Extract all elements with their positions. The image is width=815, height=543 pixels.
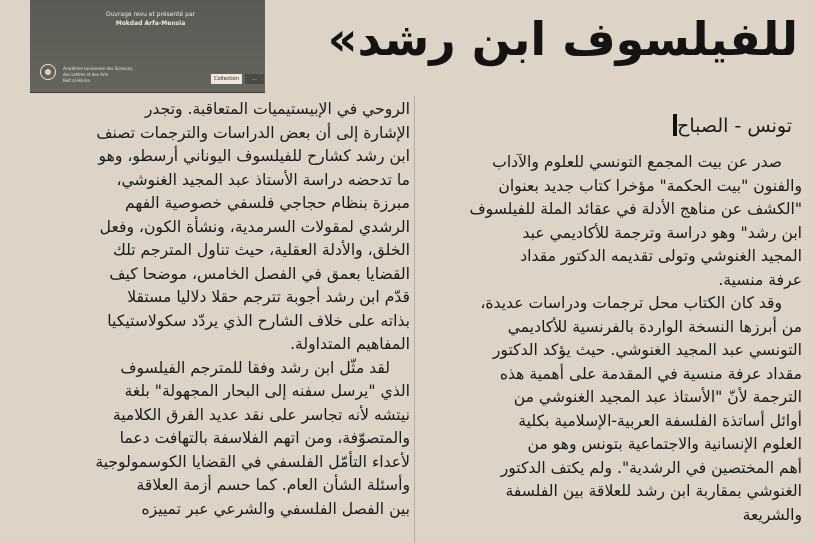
left-line: نيتشه لأنه تجاسر على نقد عديد الفرق الكلامية [112, 405, 410, 424]
cover-collection-label: Collection [211, 74, 242, 84]
article-headline: للفيلسوف ابن رشد» [327, 12, 798, 66]
right-line: مقداد عرفة منسية في المقدمة على أهمية هذه [499, 364, 802, 383]
right-line: والشريعة [742, 505, 802, 524]
cover-author-line: Mokdad Arfa-Mensia [115, 20, 186, 27]
left-line: قدّم ابن رشد أجوبة تترجم حقلا دلاليا مستقلا [127, 288, 410, 306]
book-cover-image [30, 0, 265, 93]
right-line: أهم المختصين في الرشدية". ولم يكتف الدكتور [500, 458, 802, 477]
left-line: ما تدحضه دراسة الأستاذ عبد المجيد الغنوشي، [116, 170, 410, 189]
right-column [412, 151, 802, 527]
cover-presenter-line: Ouvrage revu et présenté par [105, 11, 196, 18]
right-line: من أبرزها النسخة الواردة بالفرنسية للأكاديمي [507, 317, 802, 336]
right-line: المجيد الغنوشي وتولى تقديمه الدكتور مقداد [520, 247, 802, 265]
right-line: العلوم الإنسانية والاجتماعية بتونس وهو من [527, 435, 802, 453]
left-line: الروحي في الإبيستيميات المتعاقبة. وتجدر [144, 100, 410, 118]
right-line: عرفة منسية. [718, 270, 802, 289]
right-line: أوائل أساتذة الفلسفة العربية-الإسلامية بكلية [518, 411, 802, 430]
right-line: وقد كان الكتاب محل ترجمات ودراسات عديدة، [480, 294, 782, 312]
right-line: التونسي عبد المجيد الغنوشي. حيث يؤكد الدكتور [492, 341, 802, 359]
left-line: الخلق، والأدلة العقلية، حيث تناول المترجم تلك [112, 241, 410, 259]
right-line: "الكشف عن مناهج الأدلة في عقائد الملة للفيلسوف [469, 200, 802, 218]
left-line: القضايا بعمق في الفصل الخامس، موضحا كيف [109, 264, 410, 283]
left-line: لقد مثّل ابن رشد وفقا للمترجم الفيلسوف [120, 358, 390, 377]
cover-publisher-line: Académie tunisienne des Sciences, [63, 66, 134, 71]
left-line: وأسئلة الشأن العام. كما حسم أزمة العلاقة [136, 476, 410, 494]
right-line: ابن رشد" وهو دراسة وترجمة للأكاديمي عبد [522, 223, 802, 242]
right-line: صدر عن بيت المجمع التونسي للعلوم والآداب [492, 153, 782, 171]
right-line: الغنوشي بمقاربة ابن رشد للعلاقة بين الفلسفة [505, 482, 802, 500]
cover-collection-box: ... [245, 74, 264, 84]
academy-seal-icon [40, 64, 56, 80]
byline [612, 112, 792, 140]
byline-text: تونس - الصباح [677, 115, 792, 137]
left-line: الذي "يرسل سفنه إلى البحار المجهولة" بلغة [124, 382, 410, 400]
left-line: والمتصوّفة، ومن اتهم الفلاسفة بالتهافت دعما [119, 429, 410, 447]
left-line: الإشارة إلى أن بعض الدراسات والترجمات تصنف [96, 123, 410, 142]
left-line: مبرزة بنظام حجاجي فلسفي خصوصية الفهم [125, 194, 410, 212]
cover-publisher-line-2: des Lettres et des Arts [63, 72, 109, 77]
left-line: بذاته على خلاف الشارح الذي يردّد سكولاستيكيا [107, 311, 410, 330]
right-line: الترجمة لأنّ "الأستاذ عبد المجيد الغنوشي من [513, 388, 802, 406]
left-column [24, 98, 410, 521]
cover-publisher-line-3: Beït al-Hikma [63, 78, 90, 83]
left-line: بين الفصل الفلسفي والشرعي عبر تمييزه [141, 499, 410, 518]
left-line: ابن رشد كشارح للفيلسوف اليوناني أرسطو، وهو [98, 147, 410, 165]
right-line: والفنون "بيت الحكمة" مؤخرا كتاب جديد بعنوان [498, 176, 802, 195]
left-line: الرشدي لمقولات السرمدية، ونشأة الكون، وفعل [99, 217, 410, 236]
left-line: المفاهيم المتداولة. [290, 335, 410, 353]
left-line: لأعداء التأمّل الفلسفي في القضايا الكوسمولوجية [95, 452, 410, 471]
